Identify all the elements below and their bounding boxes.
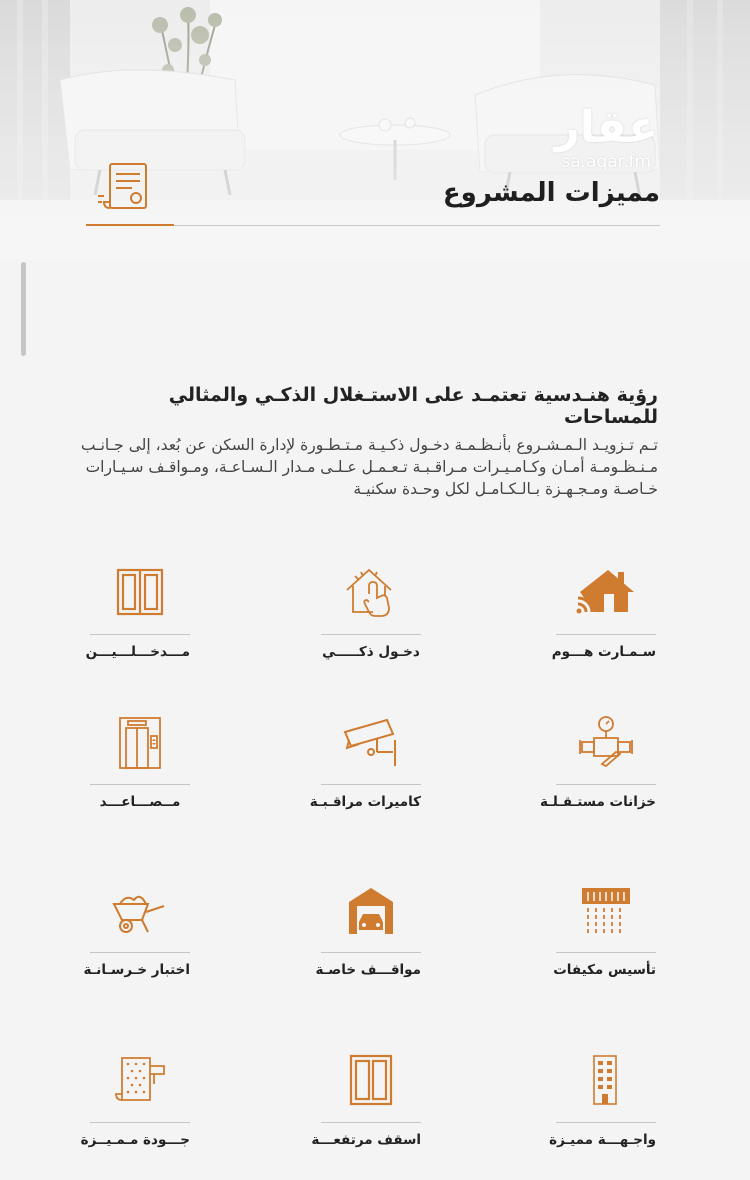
feature-divider <box>90 634 190 635</box>
feature-label: اختبار خـرسـانـة <box>83 962 190 978</box>
feature-label: كاميرات مراقـبـة <box>309 794 421 810</box>
water-tank-valve-icon <box>574 714 638 770</box>
intro-body: تـم تـزويـد الـمـشـروع بأنـظـمـة دخـول ذكـيـة مـتـطـورة لإدارة السكن عن بُعد، إلى جـانـب مـنـظـومـة أمـان وكـامـيـرات مـراقـبـة تـعـمـل عـلـى مـدار الـسـاعـة، ومـواقـف سـيـارات خـاصـة ومـجـهـزة بـالـكـامـل لكل وحـدة سكنيـة <box>80 436 658 498</box>
feature-label: خزانات مستـقـلـة <box>539 794 656 810</box>
feature-label: واجـهـــة مميـزة <box>549 1132 656 1148</box>
feature-label: مواقـــف خاصـة <box>315 962 421 978</box>
feature-private-parking <box>315 882 421 978</box>
smart-home-icon <box>574 564 638 620</box>
parking-garage-icon <box>339 882 403 938</box>
feature-divider <box>90 1122 190 1123</box>
intro-heading: رؤية هنـدسية تعتمـد على الاستـغلال الذكـي والمثالي للمساحات <box>168 384 658 428</box>
concrete-wheelbarrow-icon <box>108 882 172 938</box>
feature-ac-prep <box>553 882 656 978</box>
feature-security-cameras <box>309 714 421 810</box>
hero-banner <box>0 0 750 260</box>
feature-divider <box>90 952 190 953</box>
feature-label: اسقف مرتفعـــة <box>311 1132 421 1148</box>
feature-divider <box>556 634 656 635</box>
title-accent-bar <box>86 224 174 226</box>
building-facade-icon <box>574 1052 638 1108</box>
feature-two-entrances <box>85 564 190 660</box>
document-certificate-icon <box>96 158 156 216</box>
feature-divider <box>321 784 421 785</box>
feature-divider <box>556 952 656 953</box>
watermark-url: sa.aqar.fm <box>561 152 652 172</box>
feature-label: سـمـارت هـــوم <box>551 644 656 660</box>
quality-wallpaper-icon <box>108 1052 172 1108</box>
feature-quality <box>80 1052 190 1148</box>
watermark-logo: عقار <box>554 102 658 153</box>
feature-label: دخـول ذكـــــي <box>322 644 420 660</box>
page-title: مميزات المشروع <box>442 178 660 208</box>
feature-concrete-test <box>83 882 190 978</box>
feature-elevators <box>90 714 190 810</box>
feature-label: تأسيس مكيفات <box>553 962 656 978</box>
feature-label: مــصـــاعـــد <box>99 794 181 810</box>
feature-smart-home <box>551 564 656 660</box>
feature-label: مـــدخـــلـــيـــن <box>85 644 190 660</box>
double-door-icon <box>108 564 172 620</box>
smart-entry-icon <box>339 564 403 620</box>
feature-separate-tanks <box>539 714 656 810</box>
feature-facade <box>549 1052 656 1148</box>
high-ceiling-window-icon <box>339 1052 403 1108</box>
feature-divider <box>321 952 421 953</box>
scrollbar-thumb[interactable] <box>21 262 26 356</box>
feature-smart-entry <box>321 564 421 660</box>
feature-divider <box>90 784 190 785</box>
feature-divider <box>321 634 421 635</box>
feature-high-ceilings <box>311 1052 421 1148</box>
elevator-icon <box>108 714 172 770</box>
air-conditioner-icon <box>574 882 638 938</box>
aqar-watermark <box>554 102 658 172</box>
feature-divider <box>556 1122 656 1123</box>
intro-section <box>78 384 658 500</box>
feature-divider <box>556 784 656 785</box>
feature-label: جـــودة مـمـيــزة <box>80 1132 190 1148</box>
security-camera-icon <box>339 714 403 770</box>
feature-divider <box>321 1122 421 1123</box>
